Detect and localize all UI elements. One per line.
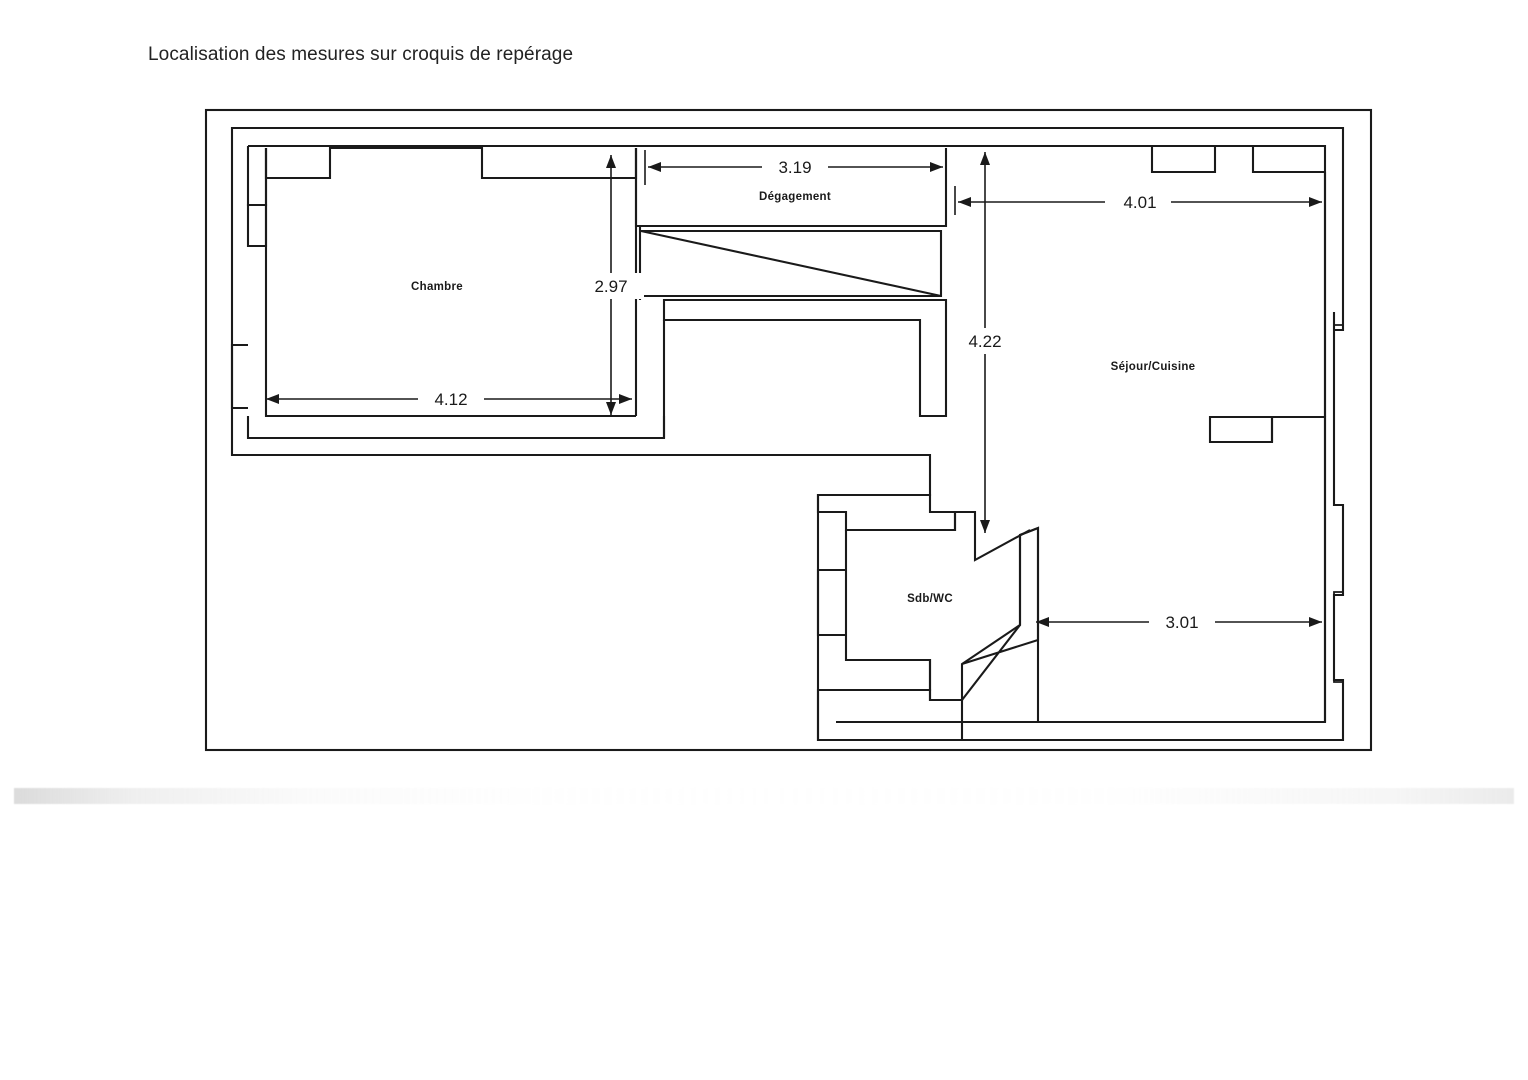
dimension-4-12 <box>266 386 632 412</box>
dimension-3-19 <box>645 150 946 185</box>
dimension-label-2-97: 2.97 <box>594 277 628 296</box>
building-inner-wall <box>248 146 1325 722</box>
sejour-kitchen-notch <box>1210 417 1325 442</box>
sejour-top-notch <box>1152 146 1325 172</box>
outer-wall-notch-right-lower <box>1334 592 1343 682</box>
dimension-label-3-01: 3.01 <box>1165 613 1199 632</box>
room-label-chambre: Chambre <box>411 281 463 293</box>
dimension-label-3-19: 3.19 <box>778 158 812 177</box>
sdb-wc-outline <box>846 512 1030 560</box>
room-label-sdb-wc: Sdb/WC <box>907 593 953 605</box>
sdb-wc-bottom-band <box>818 690 962 740</box>
dimension-label-4-12: 4.12 <box>434 390 468 409</box>
dimension-4-01 <box>955 186 1322 215</box>
sejour-bottom-right-wall <box>1038 640 1325 722</box>
room-label-degagement: Dégagement <box>758 191 832 203</box>
chambre-bottom-wall <box>248 416 664 438</box>
sejour-right-lower-wall <box>1272 417 1325 722</box>
sdb-wc-diagonal-wall <box>962 528 1038 700</box>
chambre-walls <box>248 146 266 205</box>
dimension-2-97 <box>578 155 644 415</box>
sdb-wc-main <box>846 528 1038 700</box>
sdb-wc-left-notch <box>818 570 846 635</box>
degagement-bottom-wall <box>664 300 946 416</box>
page-title: Localisation des mesures sur croquis de repérage <box>148 44 574 65</box>
room-label-sejour-cuisine: Séjour/Cuisine <box>1110 361 1196 373</box>
plan-border <box>206 110 1371 750</box>
chambre-left-lower-notch <box>232 345 248 408</box>
dimension-label-4-01: 4.01 <box>1123 193 1157 212</box>
dimension-4-22 <box>952 152 1018 533</box>
dimension-label-4-22: 4.22 <box>968 332 1002 351</box>
scan-artifact-band <box>14 788 1514 804</box>
dimension-3-01 <box>1036 609 1322 635</box>
chambre-left-notch <box>248 205 266 246</box>
sdb-wc-bottom-connector <box>818 660 930 690</box>
building-outer-wall <box>232 128 1343 740</box>
outer-wall-notch-right-upper <box>1334 325 1343 505</box>
chambre-room-outline <box>266 148 636 178</box>
degagement-door-swing <box>641 231 941 296</box>
sdb-wc-top-band <box>818 495 955 530</box>
